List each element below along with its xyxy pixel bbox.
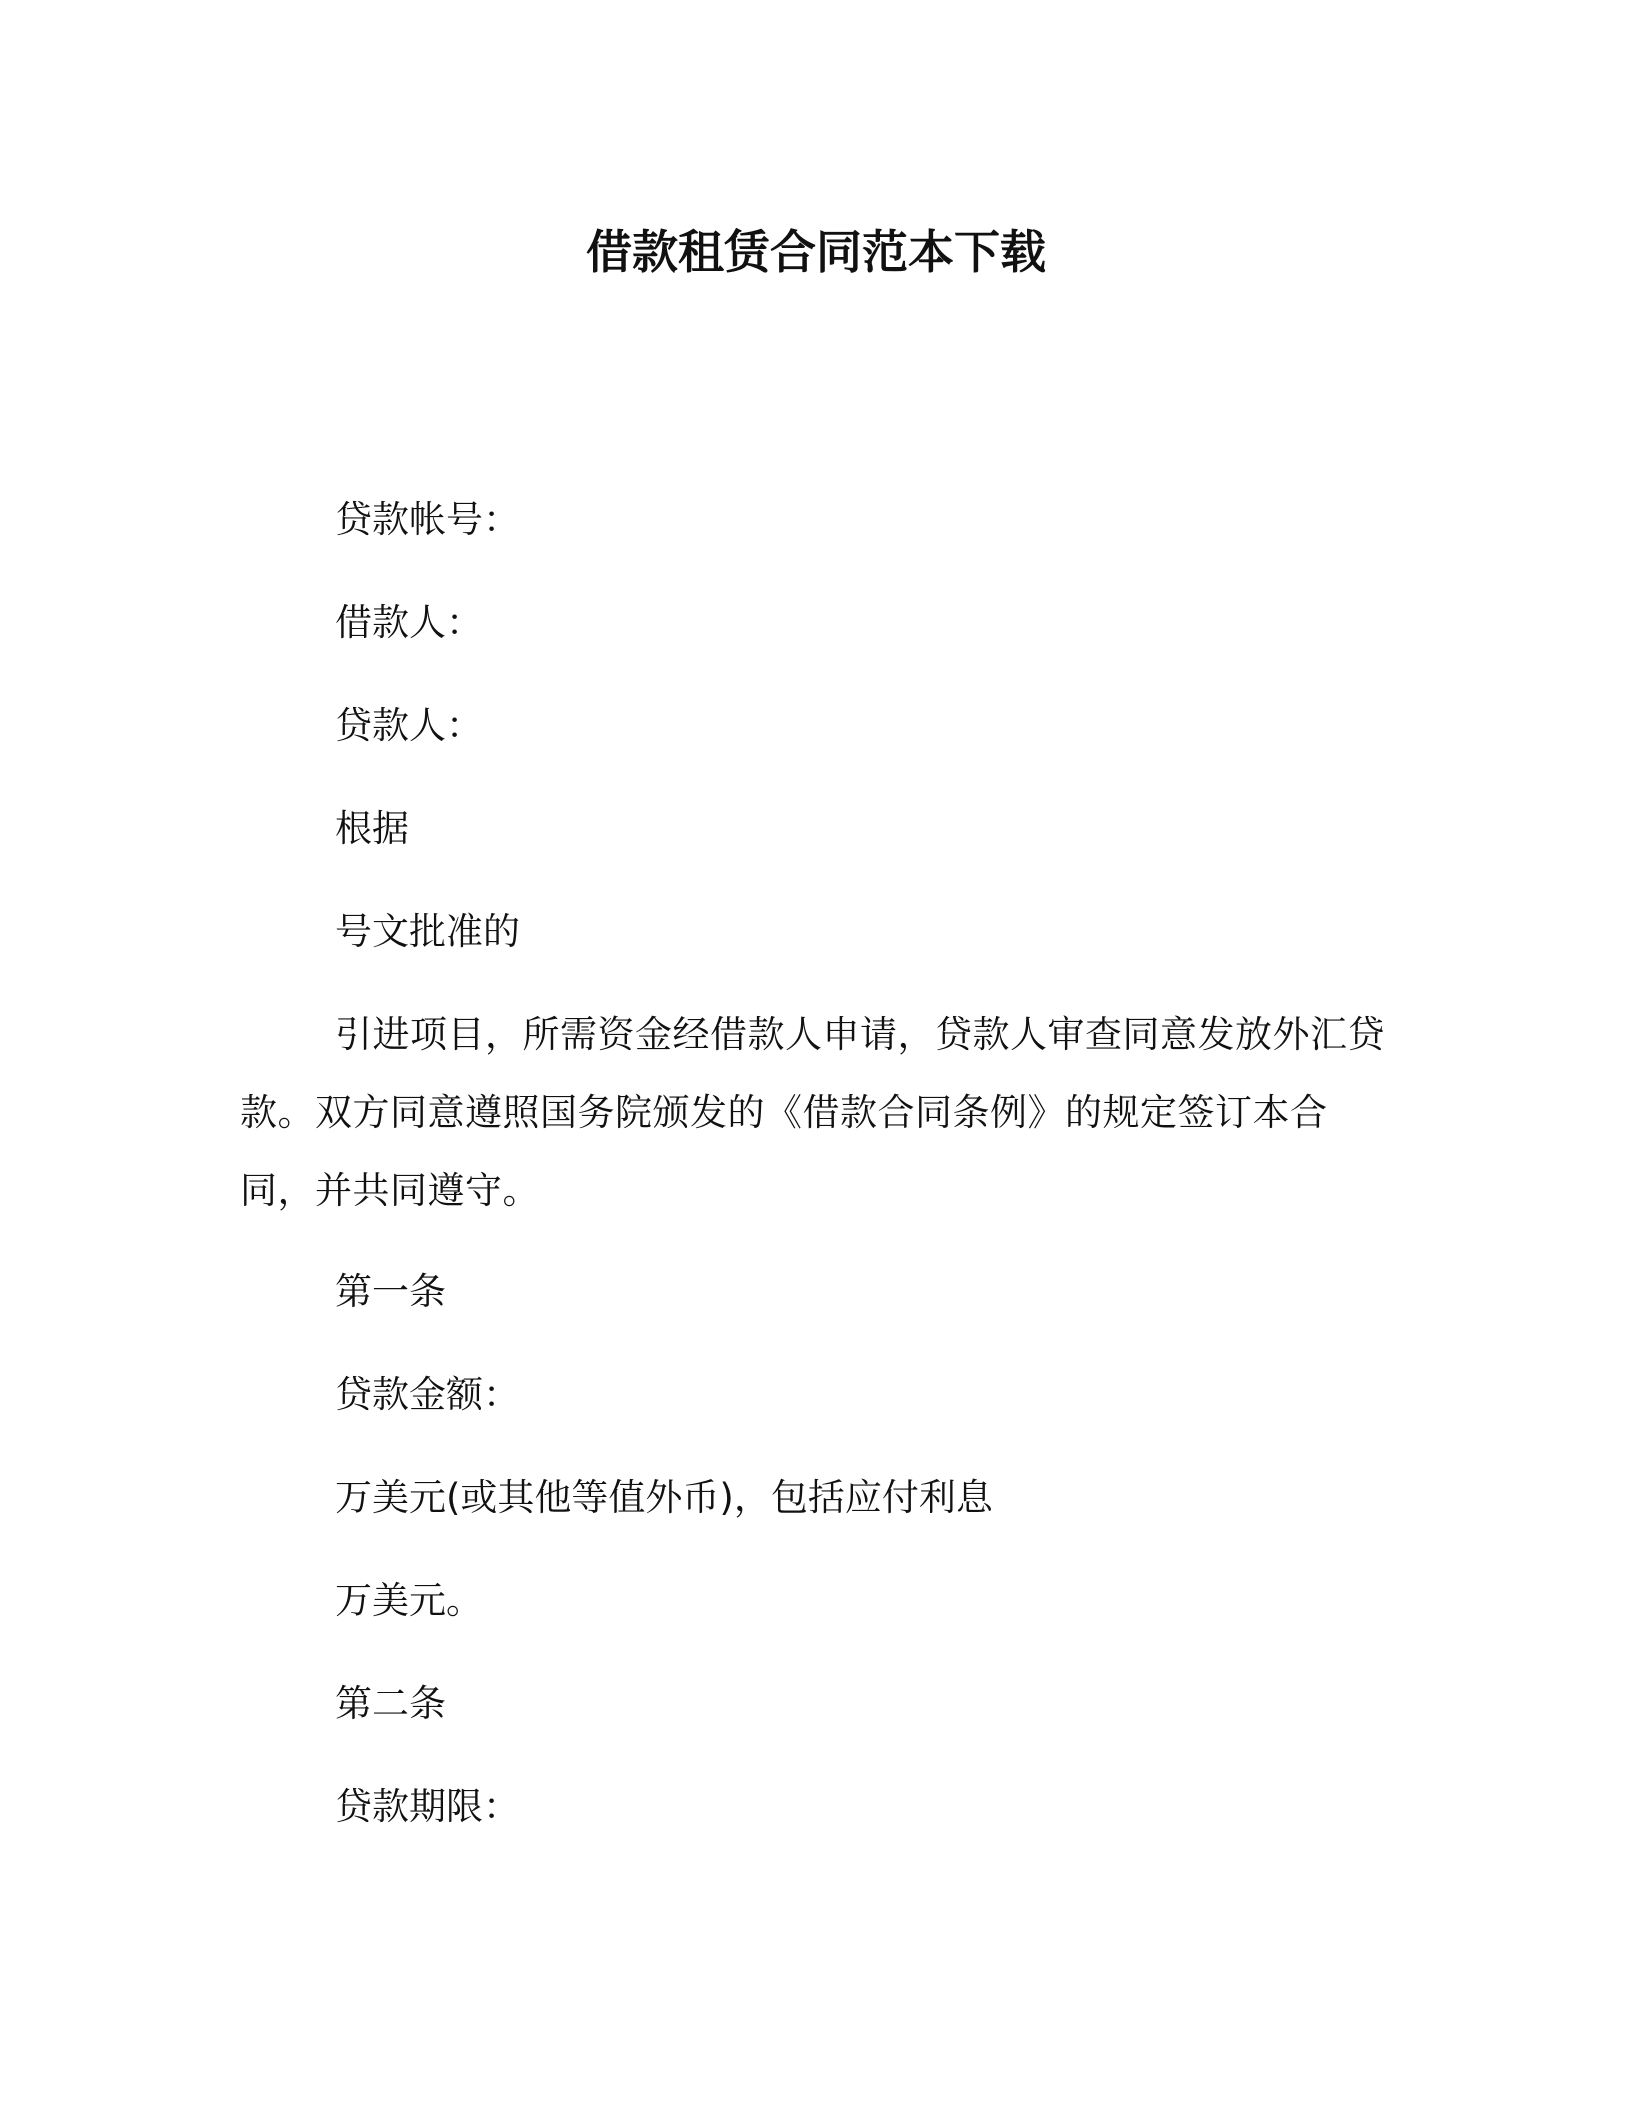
document-title: 借款租赁合同范本下载	[586, 225, 1046, 279]
according-to-line: 根据	[335, 807, 409, 850]
intro-paragraph: 引进项目，所需资金经借款人申请，贷款人审查同意发放外汇贷款。双方同意遵照国务院颁发的《借款合同条例》的规定签订本合同，并共同遵守。	[240, 1013, 1385, 1212]
loan-term-label: 贷款期限：	[335, 1785, 520, 1828]
article-1-heading: 第一条	[335, 1270, 446, 1313]
article-2-heading: 第二条	[335, 1682, 446, 1725]
lender-line: 贷款人：	[335, 704, 483, 747]
approval-doc-line: 号文批准的	[335, 910, 520, 953]
loan-account-line: 贷款帐号：	[335, 498, 520, 541]
loan-amount-detail: 万美元(或其他等值外币)，包括应付利息	[335, 1476, 993, 1519]
borrower-line: 借款人：	[335, 601, 483, 644]
loan-amount-unit: 万美元。	[335, 1579, 483, 1622]
loan-amount-label: 贷款金额：	[335, 1373, 520, 1416]
